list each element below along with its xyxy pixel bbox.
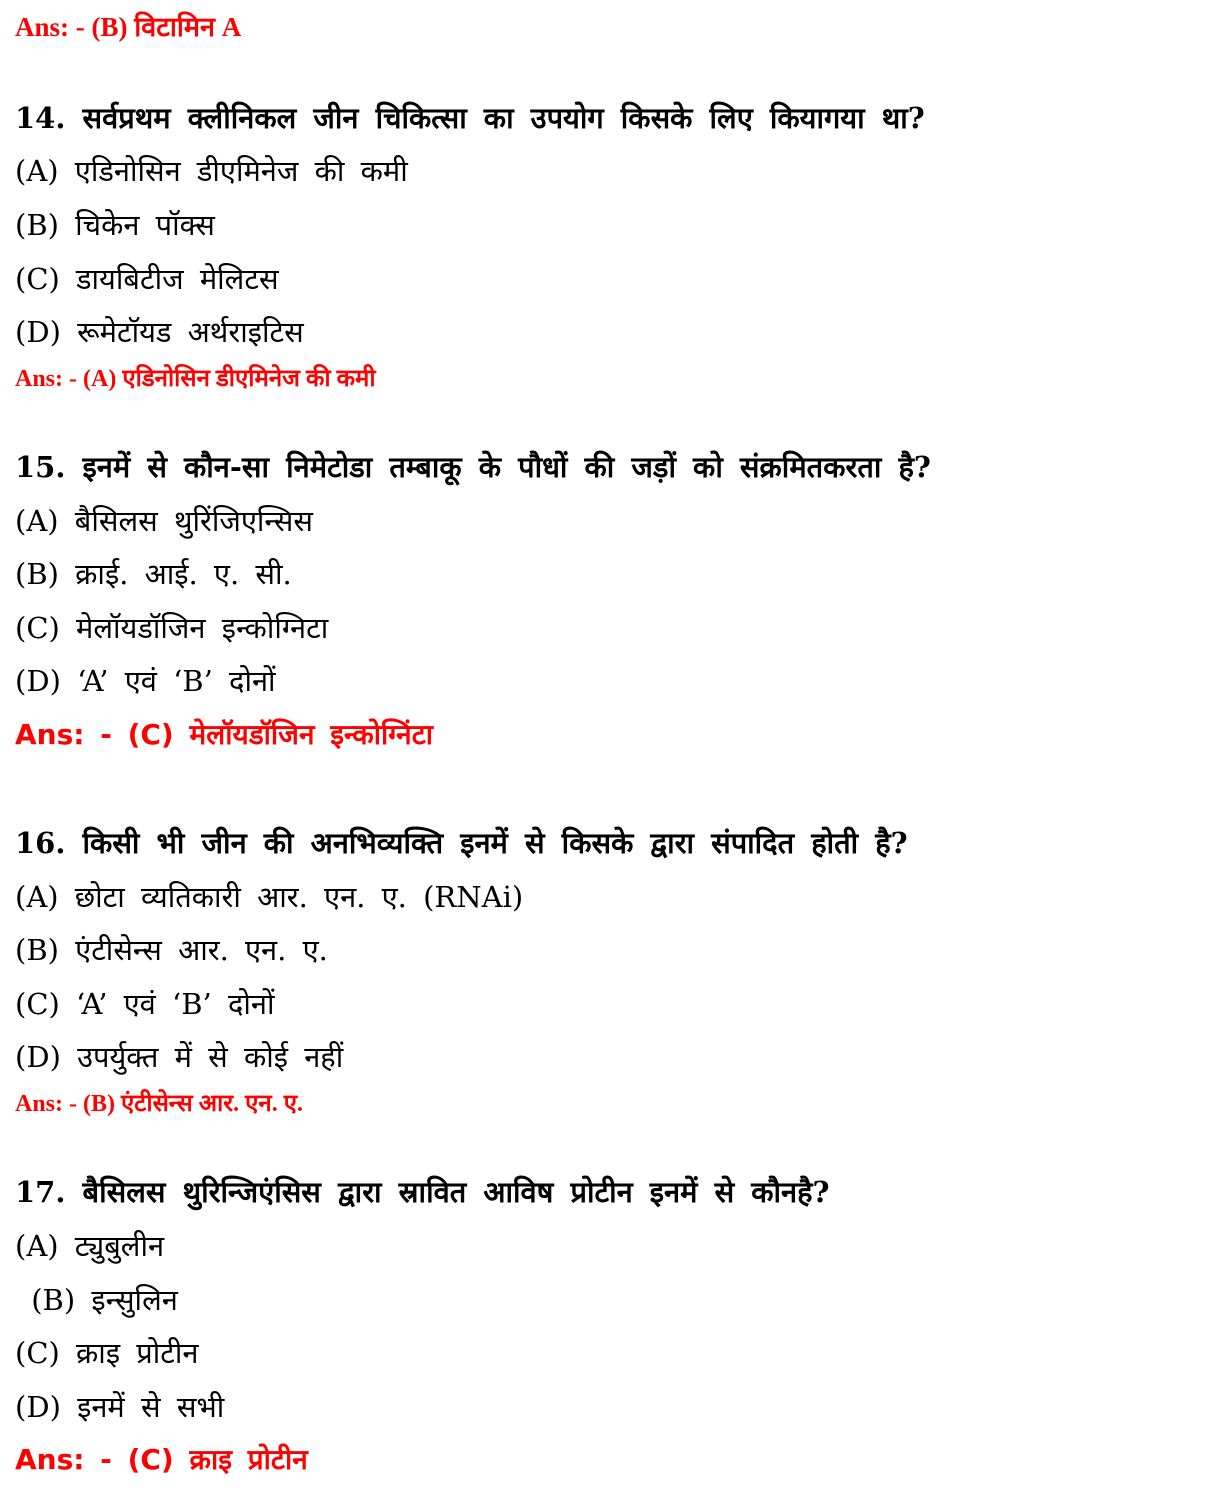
- option-17-b: (B) इन्सुलिन: [15, 1283, 178, 1317]
- answer-16: Ans: - (B) एंटीसेन्स आर. एन. ए.: [15, 1091, 303, 1117]
- option-16-b: (B) एंटीसेन्स आर. एन. ए.: [15, 933, 328, 967]
- option-15-d: (D) ‘A’ एवं ‘B’ दोनों: [15, 664, 276, 698]
- option-14-d: (D) रूमेटॉयड अर्थराइटिस: [15, 315, 304, 349]
- question-17: 17. बैसिलस थुरिन्जिएंसिस द्वारा स्रावित आविष प्रोटीन इनमें से कौनहै?: [15, 1175, 830, 1209]
- question-16: 16. किसी भी जीन की अनभिव्यक्ति इनमें से किसके द्वारा संपादित होती है?: [15, 826, 908, 860]
- option-14-a: (A) एडिनोसिन डीएमिनेज की कमी: [15, 154, 408, 188]
- option-15-c: (C) मेलॉयडॉजिन इन्कोग्निटा: [15, 611, 329, 645]
- option-17-c: (C) क्राइ प्रोटीन: [15, 1336, 199, 1370]
- option-15-b: (B) क्राई. आई. ए. सी.: [15, 557, 292, 591]
- option-15-a: (A) बैसिलस थुरिंजिएन्सिस: [15, 504, 313, 538]
- answer-14: Ans: - (A) एडिनोसिन डीएमिनेज की कमी: [15, 366, 376, 392]
- answer-13: Ans: - (B) विटामिन A: [15, 12, 242, 42]
- option-14-b: (B) चिकेन पॉक्स: [15, 208, 215, 242]
- option-17-a: (A) ट्युबुलीन: [15, 1229, 165, 1263]
- answer-17: Ans: - (C) क्राइ प्रोटीन: [15, 1443, 308, 1476]
- option-16-a: (A) छोटा व्यतिकारी आर. एन. ए. (RNAi): [15, 880, 524, 914]
- option-17-d: (D) इनमें से सभी: [15, 1390, 225, 1424]
- option-16-c: (C) ‘A’ एवं ‘B’ दोनों: [15, 987, 275, 1021]
- option-16-d: (D) उपर्युक्त में से कोई नहीं: [15, 1040, 344, 1074]
- option-14-c: (C) डायबिटीज मेलिटस: [15, 262, 279, 296]
- answer-15: Ans: - (C) मेलॉयडॉजिन इन्कोग्निंटा: [15, 718, 434, 751]
- question-15: 15. इनमें से कौन-सा निमेटोडा तम्बाकू के पौधों की जड़ों को संक्रमितकरता है?: [15, 450, 931, 484]
- question-14: 14. सर्वप्रथम क्लीनिकल जीन चिकित्सा का उपयोग किसके लिए कियागया था?: [15, 101, 925, 135]
